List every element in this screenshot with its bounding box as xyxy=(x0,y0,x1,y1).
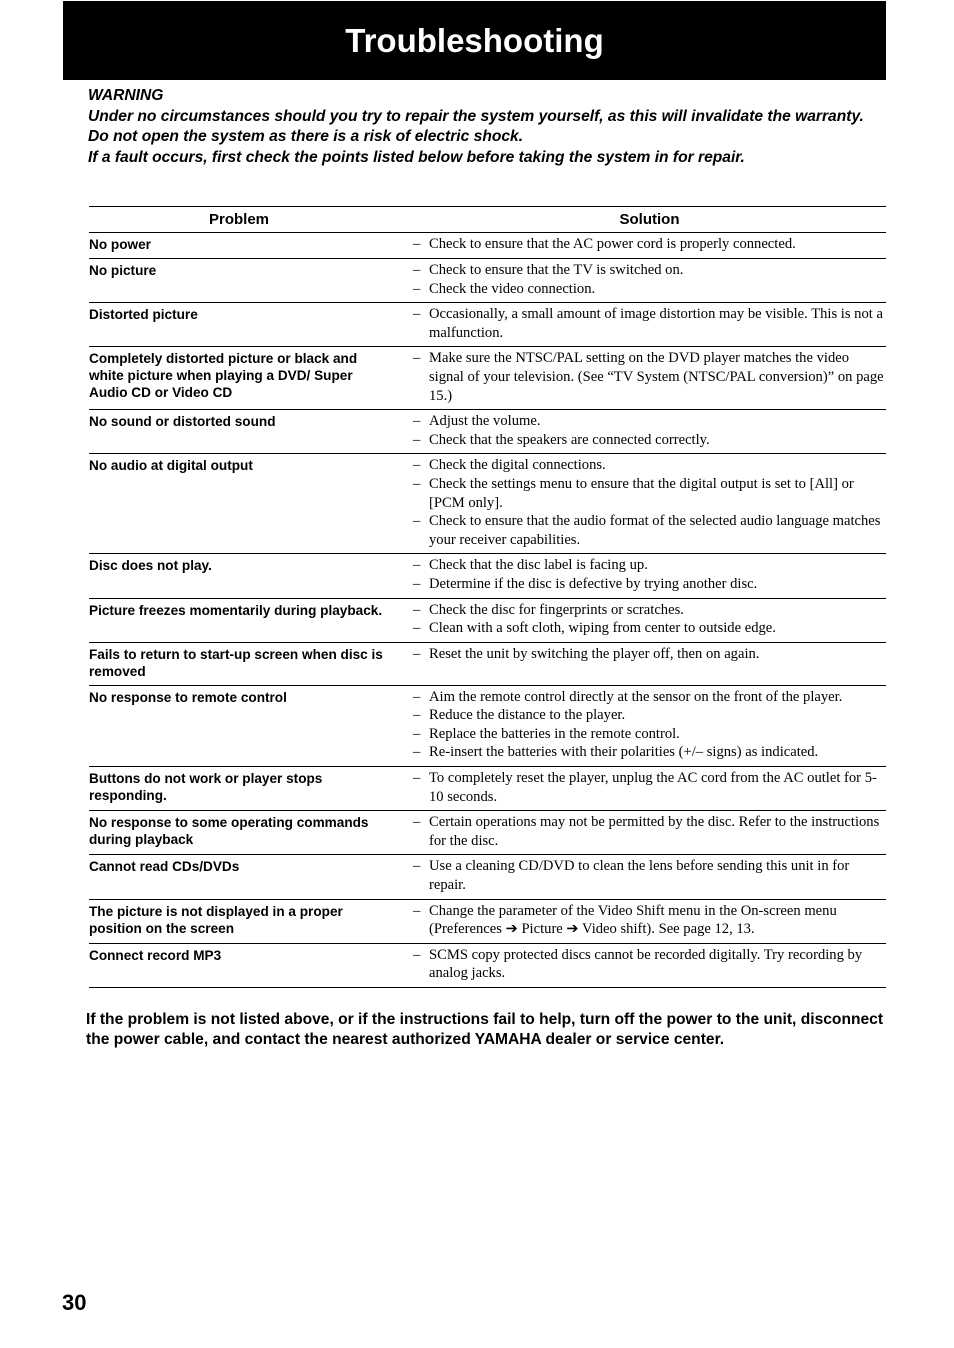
solution-cell xyxy=(413,598,886,642)
solution-text: Adjust the volume. xyxy=(429,413,541,430)
solution-text: Occasionally, a small amount of image distortion may be visible. This is not a malfunction. xyxy=(429,306,883,341)
dash-bullet: – xyxy=(413,858,421,875)
column-spacer xyxy=(399,899,413,943)
problem-cell: Disc does not play. xyxy=(89,554,399,598)
table-row xyxy=(89,899,886,943)
solution-text: Check the settings menu to ensure that the digital output is set to [All] or [PCM only]. xyxy=(429,475,854,511)
problem-cell: Connect record MP3 xyxy=(89,943,399,987)
problem-cell: The picture is not displayed in a proper position on the screen xyxy=(89,899,399,943)
dash-bullet: – xyxy=(413,262,421,278)
solution-cell xyxy=(413,410,886,454)
solution-text: Determine if the disc is defective by trying another disc. xyxy=(429,575,758,592)
dash-bullet: – xyxy=(413,620,421,637)
page-number: 30 xyxy=(62,1290,87,1315)
dash-bullet: – xyxy=(413,236,421,252)
solution-text: Certain operations may not be permitted by the disc. Refer to the instructions for the disc. xyxy=(429,814,880,849)
problem-cell: No sound or distorted sound xyxy=(89,410,399,454)
solution-item xyxy=(413,235,886,254)
solution-text: Check to ensure that the TV is switched on. xyxy=(429,262,684,278)
solution-item xyxy=(413,575,886,594)
problem-column-header: Problem xyxy=(89,207,399,233)
dash-bullet: – xyxy=(413,946,421,963)
footer-note: If the problem is not listed above, or if the instructions fail to help, turn off the power to the unit, disconnect the power cable, and contact the nearest authorized YAMAHA dealer or service center. xyxy=(86,1011,884,1049)
solution-item xyxy=(413,512,886,549)
table-row xyxy=(89,454,886,554)
solution-item xyxy=(413,902,886,939)
dash-bullet: – xyxy=(413,557,421,574)
dash-bullet: – xyxy=(413,431,421,448)
problem-cell: Buttons do not work or player stops responding. xyxy=(89,767,399,811)
solution-item xyxy=(413,946,886,983)
solution-text: Check the digital connections. xyxy=(429,457,606,474)
table-header-row xyxy=(89,207,886,233)
table-row xyxy=(89,598,886,642)
solution-item xyxy=(413,556,886,575)
solution-text: Check that the speakers are connected correctly. xyxy=(429,431,710,448)
solution-item xyxy=(413,280,886,299)
dash-bullet: – xyxy=(413,413,421,430)
column-spacer xyxy=(399,554,413,598)
column-spacer xyxy=(399,454,413,554)
column-spacer xyxy=(399,303,413,347)
table-row xyxy=(89,347,886,410)
solution-item xyxy=(413,412,886,431)
solution-text: Change the parameter of the Video Shift menu in the On-screen menu (Preferences ➔ Picture ➔ Video shift). See page 12, 13. xyxy=(429,902,837,938)
solution-cell xyxy=(413,303,886,347)
table-body xyxy=(89,233,886,988)
column-spacer xyxy=(399,855,413,899)
table-row xyxy=(89,410,886,454)
solution-cell xyxy=(413,233,886,259)
problem-cell: No picture xyxy=(89,259,399,303)
dash-bullet: – xyxy=(413,770,421,787)
dash-bullet: – xyxy=(413,744,421,761)
warning-block xyxy=(88,86,878,168)
title-bar xyxy=(63,1,886,80)
table-row xyxy=(89,554,886,598)
solution-cell xyxy=(413,855,886,899)
table-row xyxy=(89,767,886,811)
solution-text: Check that the disc label is facing up. xyxy=(429,557,648,574)
dash-bullet: – xyxy=(413,814,421,831)
solution-text: Reduce the distance to the player. xyxy=(429,707,626,724)
solution-column-header: Solution xyxy=(413,207,886,233)
solution-item xyxy=(413,261,886,280)
solution-item xyxy=(413,645,886,664)
column-spacer xyxy=(399,207,413,233)
warning-instruction: If a fault occurs, first check the points listed below before taking the system in for repair. xyxy=(88,148,745,166)
solution-text: Check the video connection. xyxy=(429,280,596,297)
dash-bullet: – xyxy=(413,306,421,323)
solution-item xyxy=(413,456,886,475)
solution-cell xyxy=(413,454,886,554)
solution-cell xyxy=(413,943,886,987)
dash-bullet: – xyxy=(413,475,421,492)
solution-cell xyxy=(413,554,886,598)
solution-item xyxy=(413,688,886,707)
column-spacer xyxy=(399,642,413,685)
solution-text: Aim the remote control directly at the sensor on the front of the player. xyxy=(429,688,843,705)
column-spacer xyxy=(399,598,413,642)
solution-item xyxy=(413,305,886,342)
solution-item xyxy=(413,619,886,638)
solution-text: Make sure the NTSC/PAL setting on the DVD player matches the video signal of your television. (See “TV System (NTSC/PAL conversion)” on page 15.) xyxy=(429,350,884,404)
table-row xyxy=(89,811,886,855)
solution-item xyxy=(413,431,886,450)
dash-bullet: – xyxy=(413,707,421,724)
dash-bullet: – xyxy=(413,280,421,297)
solution-text: SCMS copy protected discs cannot be recorded digitally. Try recording by analog jacks. xyxy=(429,946,863,982)
page-title: Troubleshooting xyxy=(345,22,604,59)
dash-bullet: – xyxy=(413,902,421,919)
dash-bullet: – xyxy=(413,645,421,662)
column-spacer xyxy=(399,767,413,811)
solution-item xyxy=(413,857,886,894)
problem-cell: Distorted picture xyxy=(89,303,399,347)
table-row xyxy=(89,855,886,899)
table-row xyxy=(89,642,886,685)
warning-text: Under no circumstances should you try to repair the system yourself, as this will invalidate the warranty. Do not open the system as there is a risk of electric shock. xyxy=(88,107,864,145)
column-spacer xyxy=(399,233,413,259)
solution-cell xyxy=(413,899,886,943)
solution-item xyxy=(413,743,886,762)
solution-text: Clean with a soft cloth, wiping from center to outside edge. xyxy=(429,620,776,637)
problem-cell: No response to remote control xyxy=(89,685,399,766)
column-spacer xyxy=(399,811,413,855)
warning-label: WARNING xyxy=(88,87,164,104)
problem-cell: No response to some operating commands during playback xyxy=(89,811,399,855)
dash-bullet: – xyxy=(413,725,421,742)
solution-item xyxy=(413,706,886,725)
dash-bullet: – xyxy=(413,350,421,367)
solution-cell xyxy=(413,259,886,303)
column-spacer xyxy=(399,347,413,410)
column-spacer xyxy=(399,943,413,987)
solution-item xyxy=(413,601,886,620)
solution-cell xyxy=(413,811,886,855)
table-row xyxy=(89,303,886,347)
solution-item xyxy=(413,769,886,806)
problem-cell: No power xyxy=(89,233,399,259)
column-spacer xyxy=(399,685,413,766)
solution-text: Replace the batteries in the remote control. xyxy=(429,725,680,742)
solution-text: Use a cleaning CD/DVD to clean the lens before sending this unit in for repair. xyxy=(429,858,850,894)
table-row xyxy=(89,233,886,259)
problem-cell: Fails to return to start-up screen when disc is removed xyxy=(89,642,399,685)
dash-bullet: – xyxy=(413,457,421,474)
solution-item xyxy=(413,813,886,850)
solution-cell xyxy=(413,347,886,410)
table-row xyxy=(89,259,886,303)
column-spacer xyxy=(399,410,413,454)
solution-item xyxy=(413,349,886,405)
solution-text: Check to ensure that the audio format of the selected audio language matches your receiver capabilities. xyxy=(429,513,881,548)
table-row xyxy=(89,943,886,987)
solution-cell xyxy=(413,685,886,766)
problem-cell: Picture freezes momentarily during playback. xyxy=(89,598,399,642)
dash-bullet: – xyxy=(413,513,421,530)
solution-text: Check to ensure that the AC power cord is properly connected. xyxy=(429,236,796,252)
problem-cell: Cannot read CDs/DVDs xyxy=(89,855,399,899)
problem-cell: No audio at digital output xyxy=(89,454,399,554)
solution-text: Re-insert the batteries with their polarities (+/– signs) as indicated. xyxy=(429,744,819,761)
dash-bullet: – xyxy=(413,575,421,592)
dash-bullet: – xyxy=(413,688,421,705)
troubleshooting-table xyxy=(89,206,886,988)
solution-cell xyxy=(413,767,886,811)
solution-item xyxy=(413,475,886,512)
problem-cell: Completely distorted picture or black and white picture when playing a DVD/ Super Audio CD or Video CD xyxy=(89,347,399,410)
column-spacer xyxy=(399,259,413,303)
solution-text: Reset the unit by switching the player off, then on again. xyxy=(429,645,760,662)
dash-bullet: – xyxy=(413,601,421,618)
solution-text: Check the disc for fingerprints or scratches. xyxy=(429,601,684,618)
solution-item xyxy=(413,725,886,744)
solution-text: To completely reset the player, unplug the AC cord from the AC outlet for 5-10 seconds. xyxy=(429,770,877,805)
solution-cell xyxy=(413,642,886,685)
table-row xyxy=(89,685,886,766)
